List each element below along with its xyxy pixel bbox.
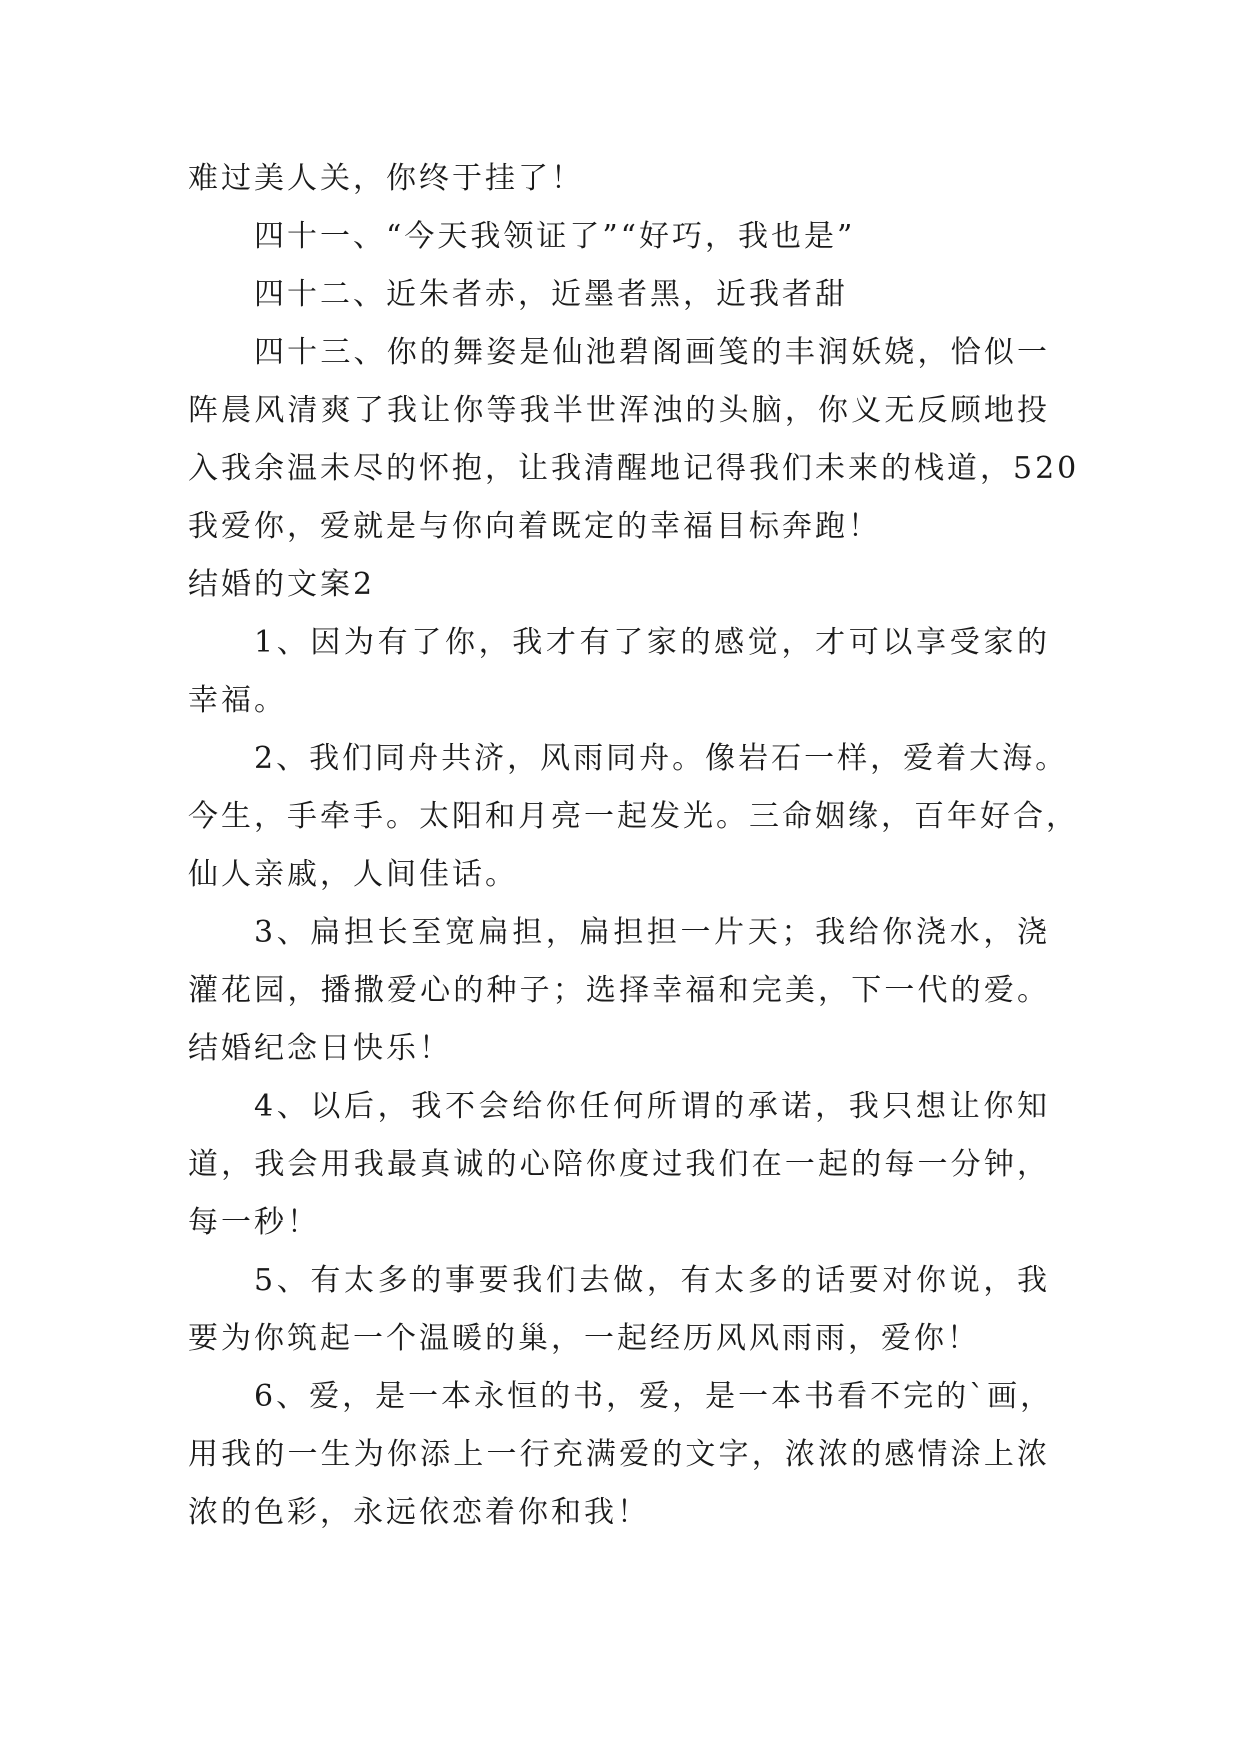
text-line: 四十三、你的舞姿是仙池碧阁画笺的丰润妖娆，恰似一 bbox=[254, 335, 1050, 370]
text-line: 幸福。 bbox=[188, 683, 287, 718]
text-line: 我爱你，爱就是与你向着既定的幸福目标奔跑！ bbox=[188, 509, 881, 544]
document-body bbox=[188, 150, 1080, 1542]
text-line: 4、以后，我不会给你任何所谓的承诺，我只想让你知 bbox=[254, 1089, 1050, 1124]
text-line: 仙人亲戚，人间佳话。 bbox=[188, 857, 518, 892]
text-line: 2、我们同舟共济，风雨同舟。像岩石一样，爱着大海。 bbox=[254, 741, 1069, 776]
text-line: 用我的一生为你添上一行充满爱的文字，浓浓的感情涂上浓 bbox=[188, 1437, 1050, 1472]
text-line: 要为你筑起一个温暖的巢，一起经历风风雨雨，爱你！ bbox=[188, 1321, 980, 1356]
text-line: 四十一、“今天我领证了”“好巧，我也是” bbox=[254, 219, 856, 254]
text-line: 阵晨风清爽了我让你等我半世浑浊的头脑，你义无反顾地投 bbox=[188, 393, 1050, 428]
text-line: 难过美人关，你终于挂了！ bbox=[188, 161, 584, 196]
text-line: 3、扁担长至宽扁担，扁担担一片天；我给你浇水，浇 bbox=[254, 915, 1050, 950]
text-line: 浓的色彩，永远依恋着你和我！ bbox=[188, 1495, 650, 1530]
text-line: 1、因为有了你，我才有了家的感觉，才可以享受家的 bbox=[254, 625, 1050, 660]
section-heading: 结婚的文案2 bbox=[188, 567, 376, 602]
text-line: 5、有太多的事要我们去做，有太多的话要对你说，我 bbox=[254, 1263, 1050, 1298]
text-line: 四十二、近朱者赤，近墨者黑，近我者甜 bbox=[254, 277, 848, 312]
text-line: 每一秒！ bbox=[188, 1205, 320, 1240]
text-line: 今生，手牵手。太阳和月亮一起发光。三命姻缘，百年好合， bbox=[188, 799, 1079, 834]
text-line: 结婚纪念日快乐！ bbox=[188, 1031, 452, 1066]
text-line: 6、爱，是一本永恒的书，爱，是一本书看不完的`画， bbox=[254, 1379, 1054, 1414]
text-line: 入我余温未尽的怀抱，让我清醒地记得我们未来的栈道，520 bbox=[188, 451, 1080, 486]
text-line: 道，我会用我最真诚的心陪你度过我们在一起的每一分钟， bbox=[188, 1147, 1050, 1182]
text-line: 灌花园，播撒爱心的种子；选择幸福和完美，下一代的爱。 bbox=[188, 973, 1050, 1008]
